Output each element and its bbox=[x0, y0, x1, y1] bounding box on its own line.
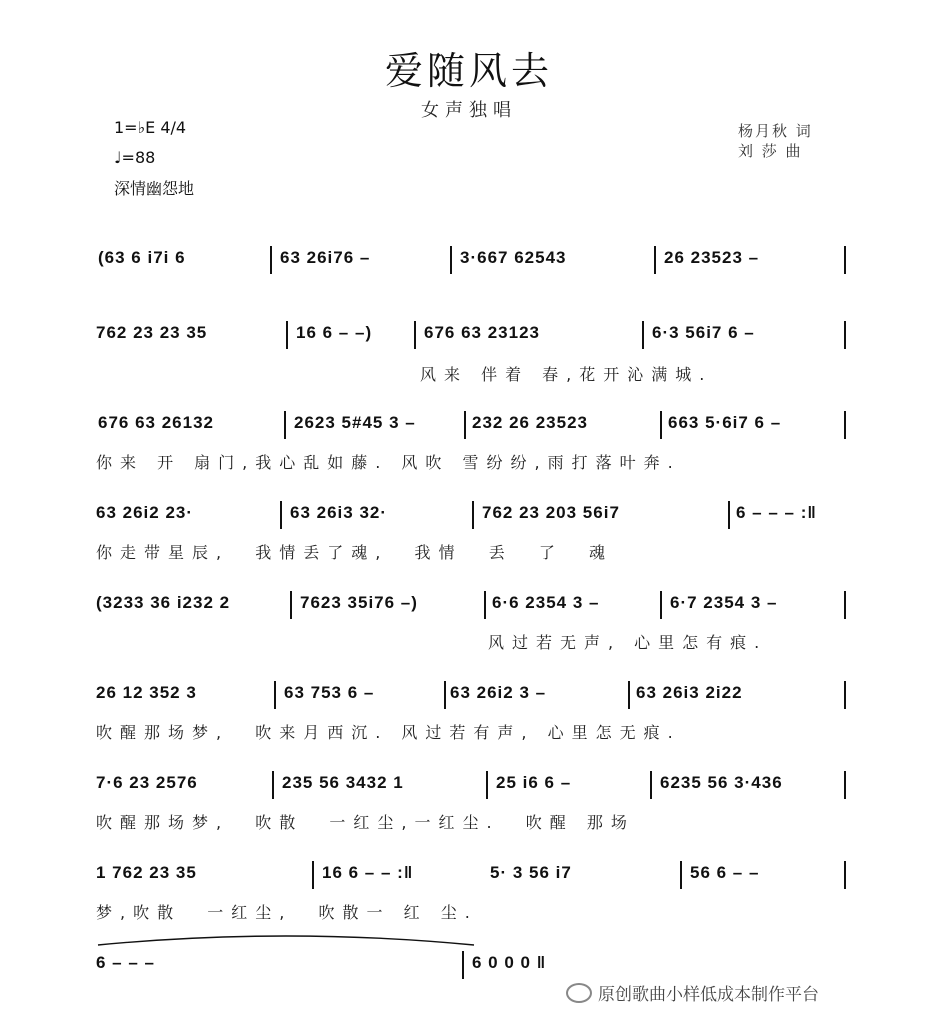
barline bbox=[290, 591, 292, 619]
barline bbox=[414, 321, 416, 349]
measure: 2623 5#45 3 – bbox=[294, 413, 416, 432]
measure: 762 23 23 35 bbox=[96, 323, 208, 342]
measure: 25 i6 6 – bbox=[496, 773, 572, 792]
score-line-2 bbox=[0, 315, 938, 367]
barline bbox=[464, 411, 466, 439]
barline bbox=[642, 321, 644, 349]
barline bbox=[844, 771, 846, 799]
barline bbox=[462, 951, 464, 979]
measure: 63 26i3 2i22 bbox=[636, 683, 743, 702]
measure: 26 12 352 3 bbox=[96, 683, 197, 702]
measure: 56 6 – – bbox=[690, 863, 760, 882]
barline bbox=[728, 501, 730, 529]
barline bbox=[272, 771, 274, 799]
watermark-text: 原创歌曲小样低成本制作平台 bbox=[598, 985, 819, 1005]
measure: 6 0 0 0 ‖ bbox=[472, 953, 547, 972]
barline bbox=[654, 246, 656, 274]
measure: 16 6 – –) bbox=[296, 323, 373, 342]
lyric-text: 你来 开 扇门,我心乱如藤. 风吹 雪纷纷,雨打落叶奔. bbox=[96, 453, 681, 472]
barline bbox=[844, 681, 846, 709]
wechat-icon bbox=[566, 983, 592, 1003]
measure: 63 26i3 32· bbox=[290, 503, 388, 522]
watermark bbox=[566, 980, 819, 1005]
barline bbox=[844, 861, 846, 889]
measure: 63 26i2 3 – bbox=[450, 683, 547, 702]
measure: 6·6 2354 3 – bbox=[492, 593, 600, 612]
measure: 762 23 203 56i7 bbox=[482, 503, 620, 522]
measure: 6·7 2354 3 – bbox=[670, 593, 778, 612]
key-signature: 1=♭E 4/4 bbox=[114, 118, 187, 137]
score-line-5 bbox=[0, 585, 938, 637]
song-title: 爱随风去 bbox=[384, 49, 553, 93]
measure: 5· 3 56 i7 bbox=[490, 863, 572, 882]
measure: 7·6 23 2576 bbox=[96, 773, 198, 792]
measure: 16 6 – – :‖ bbox=[322, 863, 414, 882]
barline bbox=[284, 411, 286, 439]
score-line-1 bbox=[0, 240, 938, 292]
measure: (3233 36 i232 2 bbox=[96, 593, 231, 612]
barline bbox=[628, 681, 630, 709]
tempo-marking: ♩=88 bbox=[114, 148, 156, 167]
lyric-text: 你走带星辰, 我情丢了魂, 我情 丢 了 魂 bbox=[96, 543, 614, 562]
barline bbox=[844, 321, 846, 349]
barline bbox=[444, 681, 446, 709]
song-subtitle: 女声独唱 bbox=[421, 100, 517, 121]
measure: 235 56 3432 1 bbox=[282, 773, 404, 792]
barline bbox=[680, 861, 682, 889]
measure: 6235 56 3·436 bbox=[660, 773, 783, 792]
lyric-text: 风来 伴着 春,花开沁满城. bbox=[420, 365, 713, 384]
barline bbox=[270, 246, 272, 274]
barline bbox=[312, 861, 314, 889]
expression-marking: 深情幽怨地 bbox=[114, 179, 195, 198]
barline bbox=[844, 246, 846, 274]
barline bbox=[450, 246, 452, 274]
measure: 63 26i76 – bbox=[280, 248, 371, 267]
measure: 6·3 56i7 6 – bbox=[652, 323, 755, 342]
tie-arc bbox=[96, 931, 476, 947]
barline bbox=[286, 321, 288, 349]
barline bbox=[844, 411, 846, 439]
measure: 7623 35i76 –) bbox=[300, 593, 418, 612]
barline bbox=[660, 591, 662, 619]
lyric-text: 风过若无声, 心里怎有痕. bbox=[488, 633, 768, 652]
measure: 3·667 62543 bbox=[460, 248, 567, 267]
composer-credit: 刘 莎 曲 bbox=[738, 142, 803, 160]
barline bbox=[484, 591, 486, 619]
measure: 232 26 23523 bbox=[472, 413, 588, 432]
measure: 26 23523 – bbox=[664, 248, 760, 267]
measure: (63 6 i7i 6 bbox=[98, 248, 186, 267]
measure: 6 – – – bbox=[96, 953, 155, 972]
barline bbox=[486, 771, 488, 799]
barline bbox=[472, 501, 474, 529]
measure: 1 762 23 35 bbox=[96, 863, 197, 882]
lyricist-credit: 杨月秋 词 bbox=[738, 122, 813, 140]
barline bbox=[274, 681, 276, 709]
barline bbox=[660, 411, 662, 439]
barline bbox=[844, 591, 846, 619]
measure: 63 753 6 – bbox=[284, 683, 375, 702]
barline bbox=[280, 501, 282, 529]
measure: 676 63 23123 bbox=[424, 323, 540, 342]
barline bbox=[650, 771, 652, 799]
measure: 63 26i2 23· bbox=[96, 503, 194, 522]
lyric-text: 梦,吹散 一红尘, 吹散一 红 尘. bbox=[96, 903, 478, 922]
lyric-text: 吹醒那场梦, 吹散 一红尘,一红尘. 吹醒 那场 bbox=[96, 813, 635, 832]
measure: 676 63 26132 bbox=[98, 413, 214, 432]
lyric-text: 吹醒那场梦, 吹来月西沉. 风过若有声, 心里怎无痕. bbox=[96, 723, 681, 742]
measure: 663 5·6i7 6 – bbox=[668, 413, 782, 432]
measure: 6 – – – :‖ bbox=[736, 503, 817, 522]
